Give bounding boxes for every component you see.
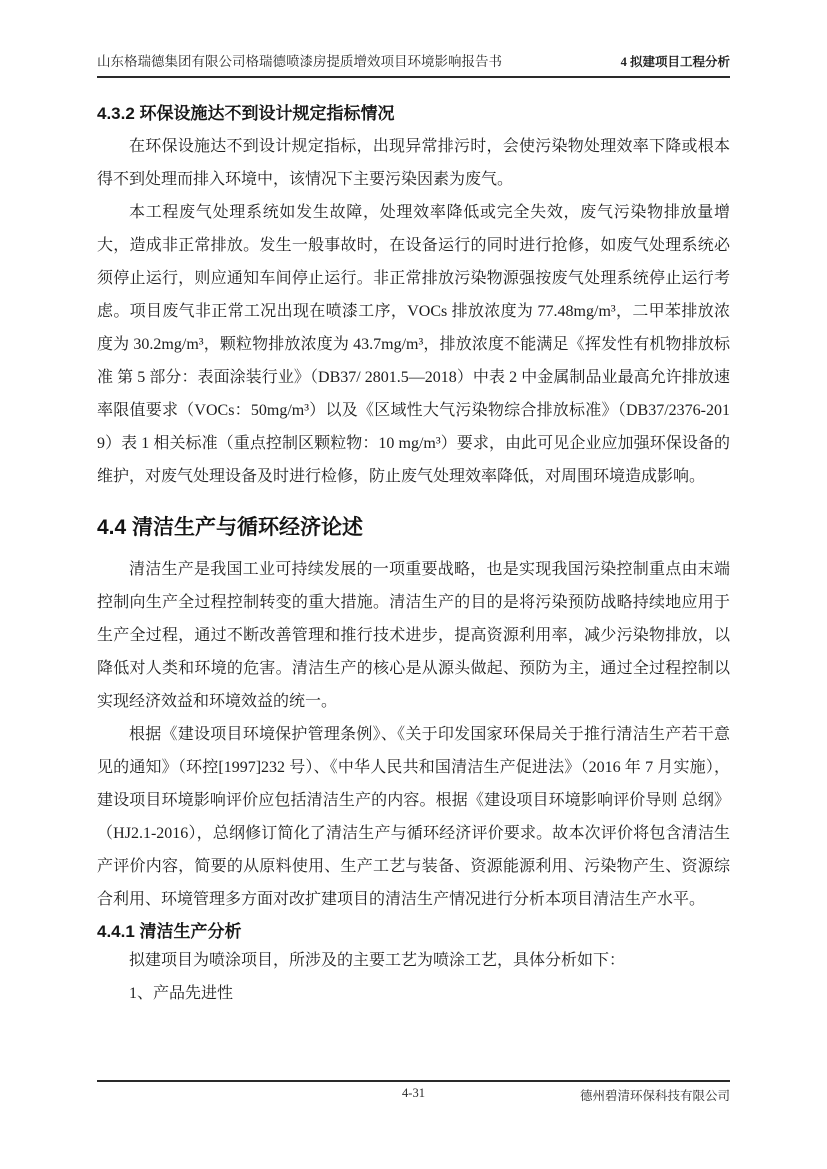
header-report-title: 山东格瑞德集团有限公司格瑞德喷漆房提质增效项目环境影响报告书 (97, 54, 502, 69)
section-heading-4-4-1: 4.4.1 清洁生产分析 (97, 922, 242, 941)
paragraph-4-3-2-a: 在环保设施达不到设计规定指标，出现异常排污时，会使污染物处理效率下降或根本得不到处理而排入环境中，该情况下主要污染因素为废气。 (97, 138, 730, 188)
footer-company-name: 德州碧清环保科技有限公司 (579, 1089, 730, 1103)
paragraph-4-3-2-b: 本工程废气处理系统如发生故障，处理效率降低或完全失效，废气污染物排放量增大，造成非正常排放。发生一般事故时，在设备运行的同时进行抢修，如废气处理系统必须停止运行，则应通知车间停止运行。非正常排放污染物源强按废气处理系统停止运行考虑。项目废气非正常工况出现在喷漆工序，VOCs 排放浓度为 77.48mg/m³，二甲苯排放浓度为 30.2mg/m³，颗粒物排放浓度为 43.7mg/m³，排放浓度不能满足《挥发性有机物排放标准 第 5 部分：表面涂装行业》（DB37/ 2801.5—2018）中表 2 中金属制品业最高允许排放速率限值要求（VOCs：50mg/m³）以及《区域性大气污染物综合排放标准》（DB37/2376-2019）表 1 相关标准（重点控制区颗粒物：10 mg/m³）要求，由此可见企业应加强环保设备的维护，对废气处理设备及时进行检修，防止废气处理效率降低，对周围环境造成影响。 (97, 204, 730, 485)
list-item-product-advancement: 1、产品先进性 (129, 985, 234, 1002)
footer-row (97, 1082, 730, 1104)
page-number: 4-31 (402, 1086, 425, 1100)
page-body (97, 102, 730, 1010)
header-chapter-title: 4 拟建项目工程分析 (620, 55, 730, 69)
paragraph-4-4-b: 根据《建设项目环境保护管理条例》、《关于印发国家环保局关于推行清洁生产若干意见的通知》（环控[1997]232 号）、《中华人民共和国清洁生产促进法》（2016 年 7 月实施），建设项目环境影响评价应包括清洁生产的内容。根据《建设项目环境影响评价导则 总纲》（HJ2.1-2016），总纲修订简化了清洁生产与循环经济评价要求。故本次评价将包含清洁生产评价内容，简要的从原料使用、生产工艺与装备、资源能源利用、污染物产生、资源综合利用、环境管理多方面对改扩建项目的清洁生产情况进行分析本项目清洁生产水平。 (97, 726, 730, 908)
page-footer (97, 1080, 730, 1104)
paragraph-4-4-1-a: 拟建项目为喷涂项目，所涉及的主要工艺为喷涂工艺，具体分析如下： (129, 952, 626, 969)
page-header (97, 0, 730, 78)
section-heading-4-4: 4.4 清洁生产与循环经济论述 (97, 516, 364, 539)
paragraph-4-4-a: 清洁生产是我国工业可持续发展的一项重要战略，也是实现我国污染控制重点由末端控制向生产全过程控制转变的重大措施。清洁生产的目的是将污染预防战略持续地应用于生产全过程，通过不断改善管理和推行技术进步，提高资源利用率，减少污染物排放，以降低对人类和环境的危害。清洁生产的核心是从源头做起、预防为主，通过全过程控制以实现经济效益和环境效益的统一。 (97, 561, 730, 710)
section-heading-4-3-2: 4.3.2 环保设施达不到设计规定指标情况 (97, 104, 395, 123)
